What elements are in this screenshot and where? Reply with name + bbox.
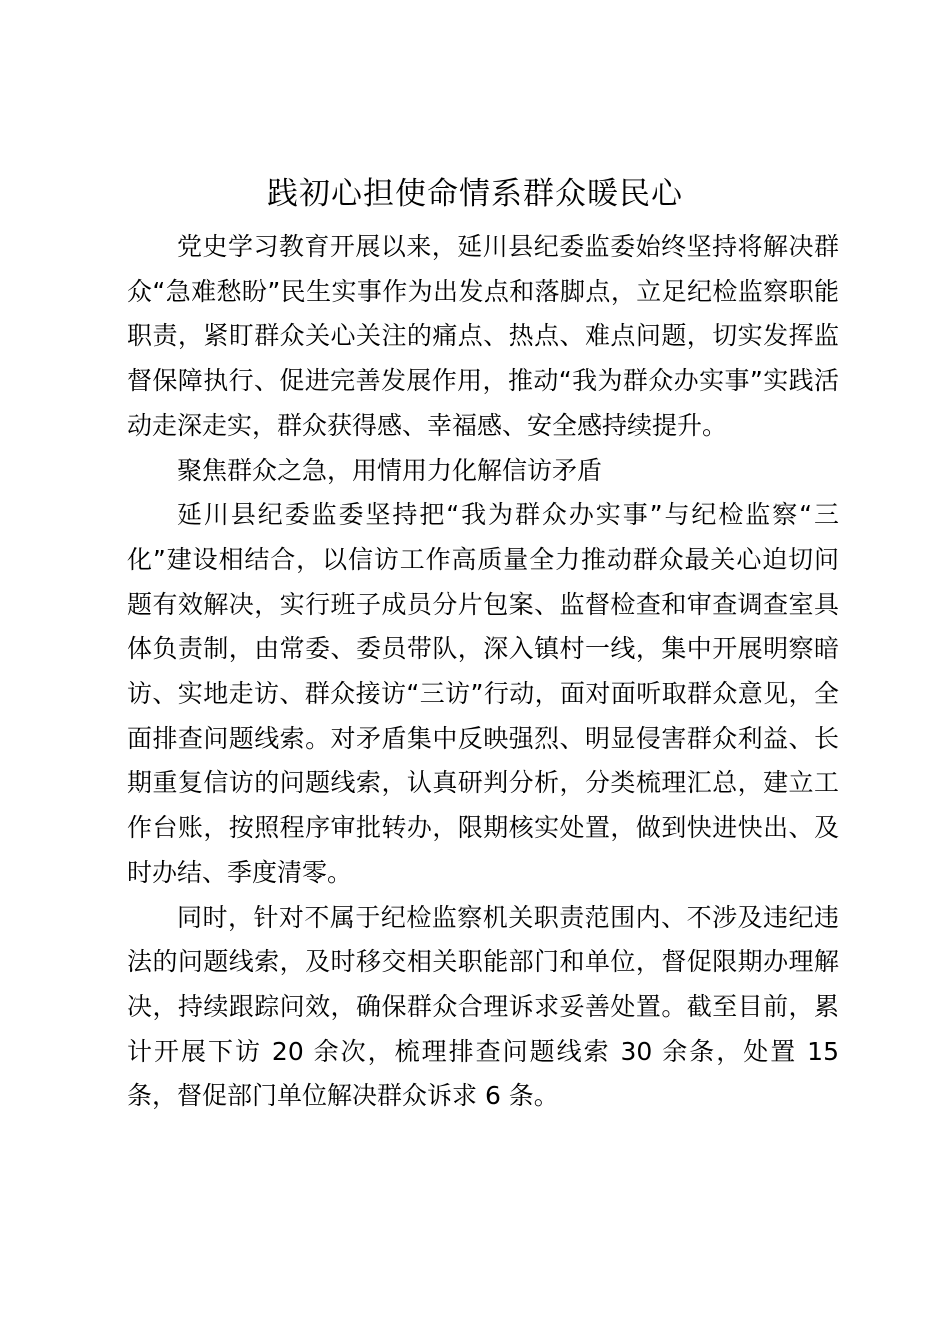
paragraph-results: 同时，针对不属于纪检监察机关职责范围内、不涉及违纪违法的问题线索，及时移交相关职能部门和单位，督促限期办理解决，持续跟踪问效，确保群众合理诉求妥善处置。截至目前，累计开展下访 20 余次，梳理排查问题线索 30 余条，处置 15 条，督促部门单位解决群众诉求 6 条。 xyxy=(127,902,839,1111)
paragraph-intro: 党史学习教育开展以来，延川县纪委监委始终坚持将解决群众“急难愁盼”民生实事作为出发点和落脚点，立足纪检监察职能职责，紧盯群众关心关注的痛点、热点、难点问题，切实发挥监督保障执行、促进完善发展作用，推动“我为群众办实事”实践活动走深走实，群众获得感、幸福感、安全感持续提升。 xyxy=(127,232,839,440)
section-heading: 聚焦群众之急，用情用力化解信访矛盾 xyxy=(177,455,603,485)
paragraph-petition-work: 延川县纪委监委坚持把“我为群众办实事”与纪检监察“三化”建设相结合，以信访工作高质量全力推动群众最关心迫切问题有效解决，实行班子成员分片包案、监督检查和审查调查室具体负责制，由常委、委员带队，深入镇村一线，集中开展明察暗访、实地走访、群众接访“三访”行动，面对面听取群众意见，全面排查问题线索。对矛盾集中反映强烈、明显侵害群众利益、长期重复信访的问题线索，认真研判分析，分类梳理汇总，建立工作台账，按照程序审批转办，限期核实处置，做到快进快出、及时办结、季度清零。 xyxy=(127,500,839,887)
document-title: 践初心担使命情系群众暖民心 xyxy=(267,176,683,212)
document-body xyxy=(127,225,839,1119)
